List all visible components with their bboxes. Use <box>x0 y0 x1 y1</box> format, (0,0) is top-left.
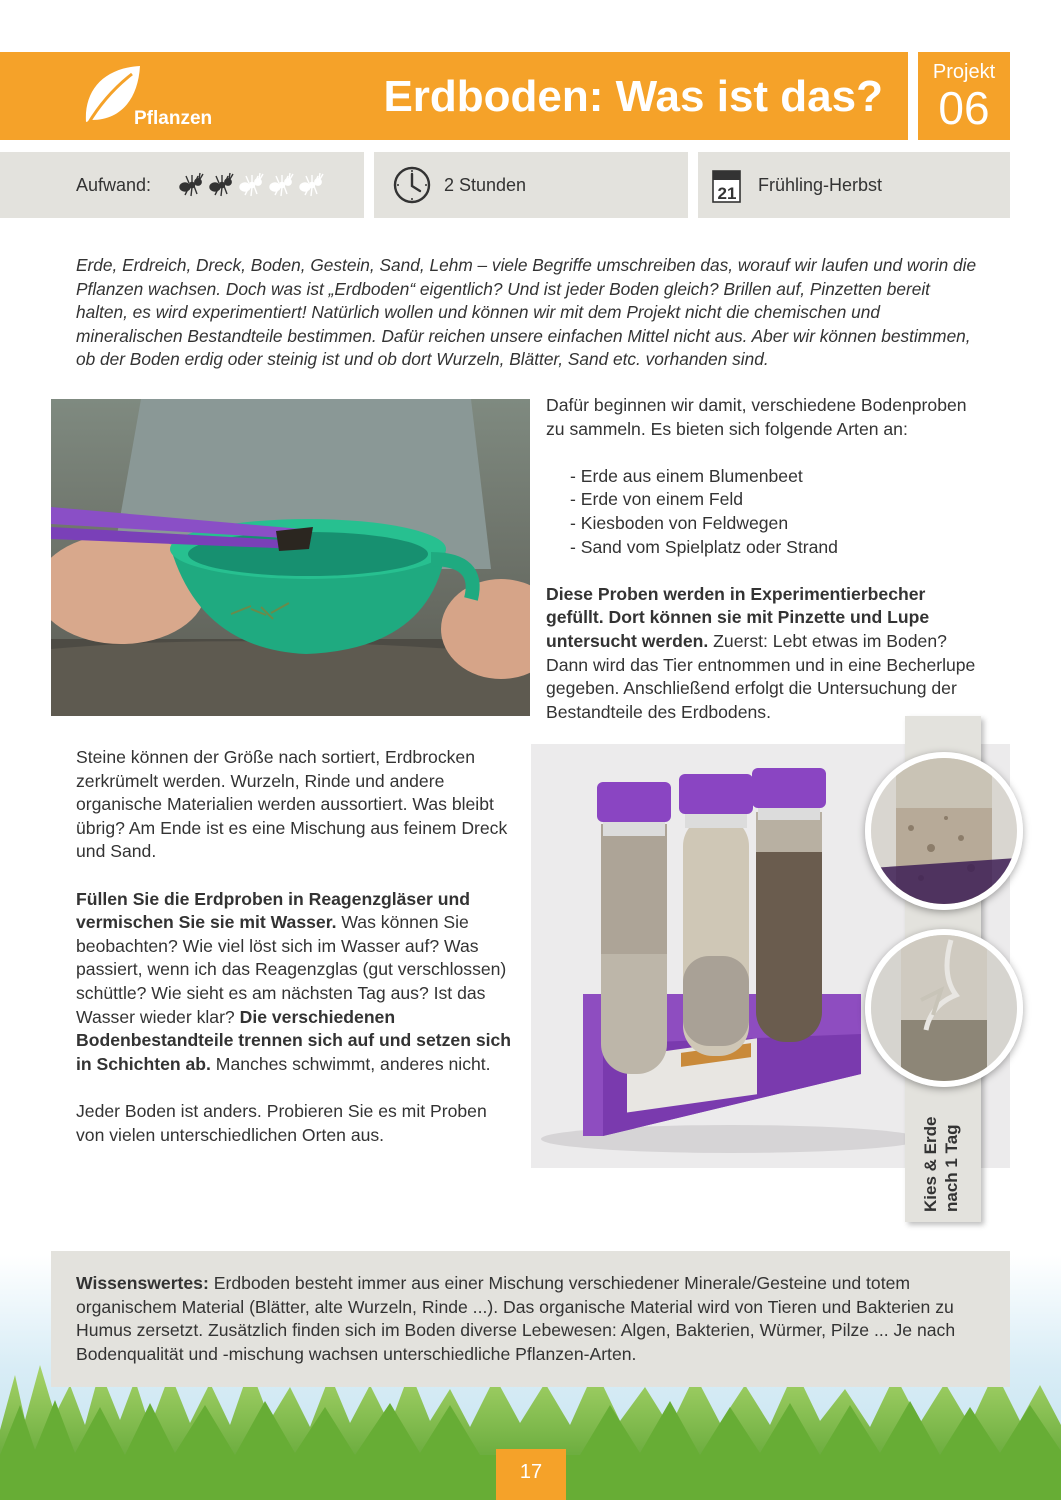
project-badge <box>918 52 1010 140</box>
samples-list <box>570 465 986 559</box>
water-paragraph <box>76 888 518 1077</box>
strip-caption-line2: nach 1 Tag <box>942 1124 961 1212</box>
category-label: Pflanzen <box>134 108 213 129</box>
list-item: - Erde aus einem Blumenbeet <box>570 465 803 486</box>
project-number: 06 <box>938 82 990 134</box>
calendar-day: 21 <box>717 184 737 203</box>
page-number: 17 <box>496 1449 566 1500</box>
water-text-2: Manches schwimmt, anderes nicht. <box>210 1053 491 1074</box>
knowledge-text: Erdboden besteht immer aus einer Mischung verschiedener Minerale/Gesteine und totem organischem Material (Blätter, alte Wurzeln, Rinde ...). Das organische Material wird von Tieren und Bakterien zu Humus zersetzt. Zusätzlich finden sich im Boden diverse Lebewesen: Algen, Bakterien, Würmer, Pilze ... Je nach Bodenqualität und -mischung wachsen unterschiedliche Pflanzen-Arten. <box>76 1273 956 1364</box>
detail-photo-bottom <box>865 929 1023 1087</box>
calendar-icon <box>712 167 742 203</box>
ant-icon <box>207 171 235 199</box>
ant-icon <box>267 171 295 199</box>
knowledge-box <box>51 1251 1010 1387</box>
season-box <box>698 152 1010 218</box>
effort-label: Aufwand: <box>76 174 152 195</box>
knowledge-label: Wissenswertes: <box>76 1273 209 1293</box>
ant-icon <box>177 171 205 199</box>
detail-photo-top <box>865 752 1023 910</box>
floating-roots-closeup <box>871 935 1017 1081</box>
water-bold-1: Füllen Sie die Erdproben in Reagenzgläser und vermischen Sie sie mit Wasser. <box>76 888 470 933</box>
strip-caption-line1: Kies & Erde <box>921 1116 940 1212</box>
list-item: - Sand vom Spielplatz oder Strand <box>570 536 838 557</box>
intro-samples-paragraph: Dafür beginnen wir damit, verschiedene Bodenproben zu sammeln. Es bieten sich folgende Arten an: <box>546 395 967 439</box>
experiment-bold: Diese Proben werden in Experimentierbecher gefüllt. Dort können sie mit Pinzette und Lupe untersucht werden. <box>546 583 930 651</box>
sorting-paragraph: Steine können der Größe nach sortiert, Erdbrocken zerkrümelt werden. Wurzeln, Rinde und andere organische Materialien werden aussortiert. Was bleibt übrig? Am Ende ist es eine Mischung aus feinem Dreck und Sand. <box>76 747 508 862</box>
sediment-closeup <box>871 758 1017 904</box>
strip-caption <box>920 1117 962 1212</box>
season-value: Frühling-Herbst <box>758 174 883 195</box>
right-column-text <box>546 394 986 748</box>
left-column-text <box>76 746 518 1171</box>
water-text-1: Was können Sie beobachten? Wie viel löst sich im Wasser auf? Was passiert, wenn ich das Reagenzglas (gut verschlossen) schüttle? Wie sieht es am nächsten Tag aus? Ist das Wasser wieder klar? <box>76 912 507 1027</box>
list-item: - Erde von einem Feld <box>570 489 744 510</box>
project-label: Projekt <box>932 61 996 83</box>
photo-tweezers-bowl <box>51 399 530 716</box>
list-item: - Kiesboden von Feldwegen <box>570 512 789 533</box>
water-bold-2: Die verschiedenen Bodenbestandteile trennen sich auf und setzen sich in Schichten ab. <box>76 1006 512 1074</box>
ant-icon <box>237 171 265 199</box>
page-title: Erdboden: Was ist das? <box>383 72 883 121</box>
time-value: 2 Stunden <box>444 174 527 195</box>
photo-tweezers-illustration <box>51 399 530 716</box>
experiment-paragraph <box>546 583 986 725</box>
effort-rating <box>177 171 325 199</box>
intro-text: Erde, Erdreich, Dreck, Boden, Gestein, Sand, Lehm – viele Begriffe umschreiben das, worauf wir laufen und worin die Pflanzen wachsen. Doch was ist „Erdboden“ eigentlich? Und ist jeder Boden gleich? Brillen auf, Pinzetten bereit halten, es wird experimentiert! Natürlich wollen und können wir mit dem Projekt nicht die chemischen und mineralischen Bestandteile bestimmen. Dafür reichen unsere einfachen Mittel nicht aus. Aber wir können bestimmen, ob der Boden erdig oder steinig ist und ob dort Wurzeln, Blätter, Sand etc. vorhanden sind. <box>76 255 977 370</box>
ant-icon <box>297 171 325 199</box>
time-box <box>374 152 688 218</box>
closing-paragraph: Jeder Boden ist anders. Probieren Sie es mit Proben von vielen unterschiedlichen Orten aus. <box>76 1100 487 1145</box>
clock-icon <box>392 165 432 205</box>
experiment-rest: Zuerst: Lebt etwas im Boden? Dann wird das Tier entnommen und in eine Becherlupe gegeben. Anschließend erfolgt die Untersuchung der Bestandteile des Erdbodens. <box>546 630 976 722</box>
effort-box <box>0 152 364 218</box>
